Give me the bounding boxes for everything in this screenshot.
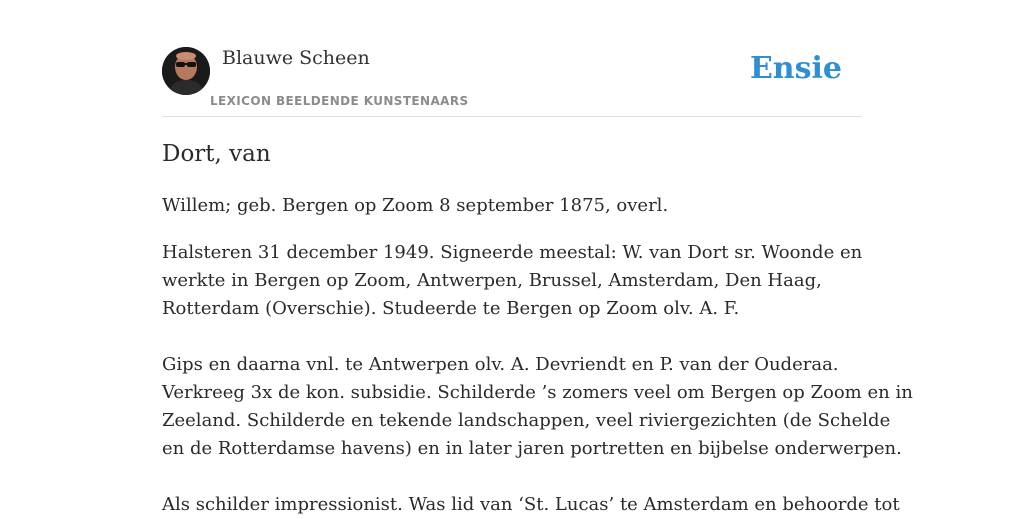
paragraph-3 xyxy=(162,351,913,463)
avatar-portrait-icon xyxy=(162,47,210,95)
brand-logo[interactable]: Ensie xyxy=(749,51,842,86)
entry-title: Dort, van xyxy=(162,141,271,167)
text-line: Willem; geb. Bergen op Zoom 8 september 1875, overl. xyxy=(162,195,669,216)
text-line: Rotterdam (Overschie). Studeerde te Bergen op Zoom olv. A. F. xyxy=(162,298,740,319)
entry-header xyxy=(162,0,862,117)
paragraph-2 xyxy=(162,239,866,323)
text-line: Halsteren 31 december 1949. Signeerde meestal: W. van Dort sr. Woonde en xyxy=(162,242,863,263)
text-line: Gips en daarna vnl. te Antwerpen olv. A. Devriendt en P. van der Ouderaa. xyxy=(162,354,839,375)
paragraph-1 xyxy=(162,192,866,220)
text-line: en de Rotterdamse havens) en in later jaren portretten en bijbelse onderwerpen. xyxy=(162,438,902,459)
entry-page xyxy=(162,0,913,515)
text-line: werkte in Bergen op Zoom, Antwerpen, Brussel, Amsterdam, Den Haag, xyxy=(162,270,822,291)
text-line: Verkreeg 3x de kon. subsidie. Schilderde ’s zomers veel om Bergen op Zoom en in xyxy=(162,382,913,403)
paragraph-4 xyxy=(162,491,900,519)
text-line: Als schilder impressionist. Was lid van ‘St. Lucas’ te Amsterdam en behoorde tot xyxy=(162,494,900,515)
author-name[interactable]: Blauwe Scheen xyxy=(222,47,370,69)
author-avatar[interactable] xyxy=(162,47,210,95)
section-label[interactable]: LEXICON BEELDENDE KUNSTENAARS xyxy=(210,94,469,108)
text-line: Zeeland. Schilderde en tekende landschappen, veel riviergezichten (de Schelde xyxy=(162,410,891,431)
